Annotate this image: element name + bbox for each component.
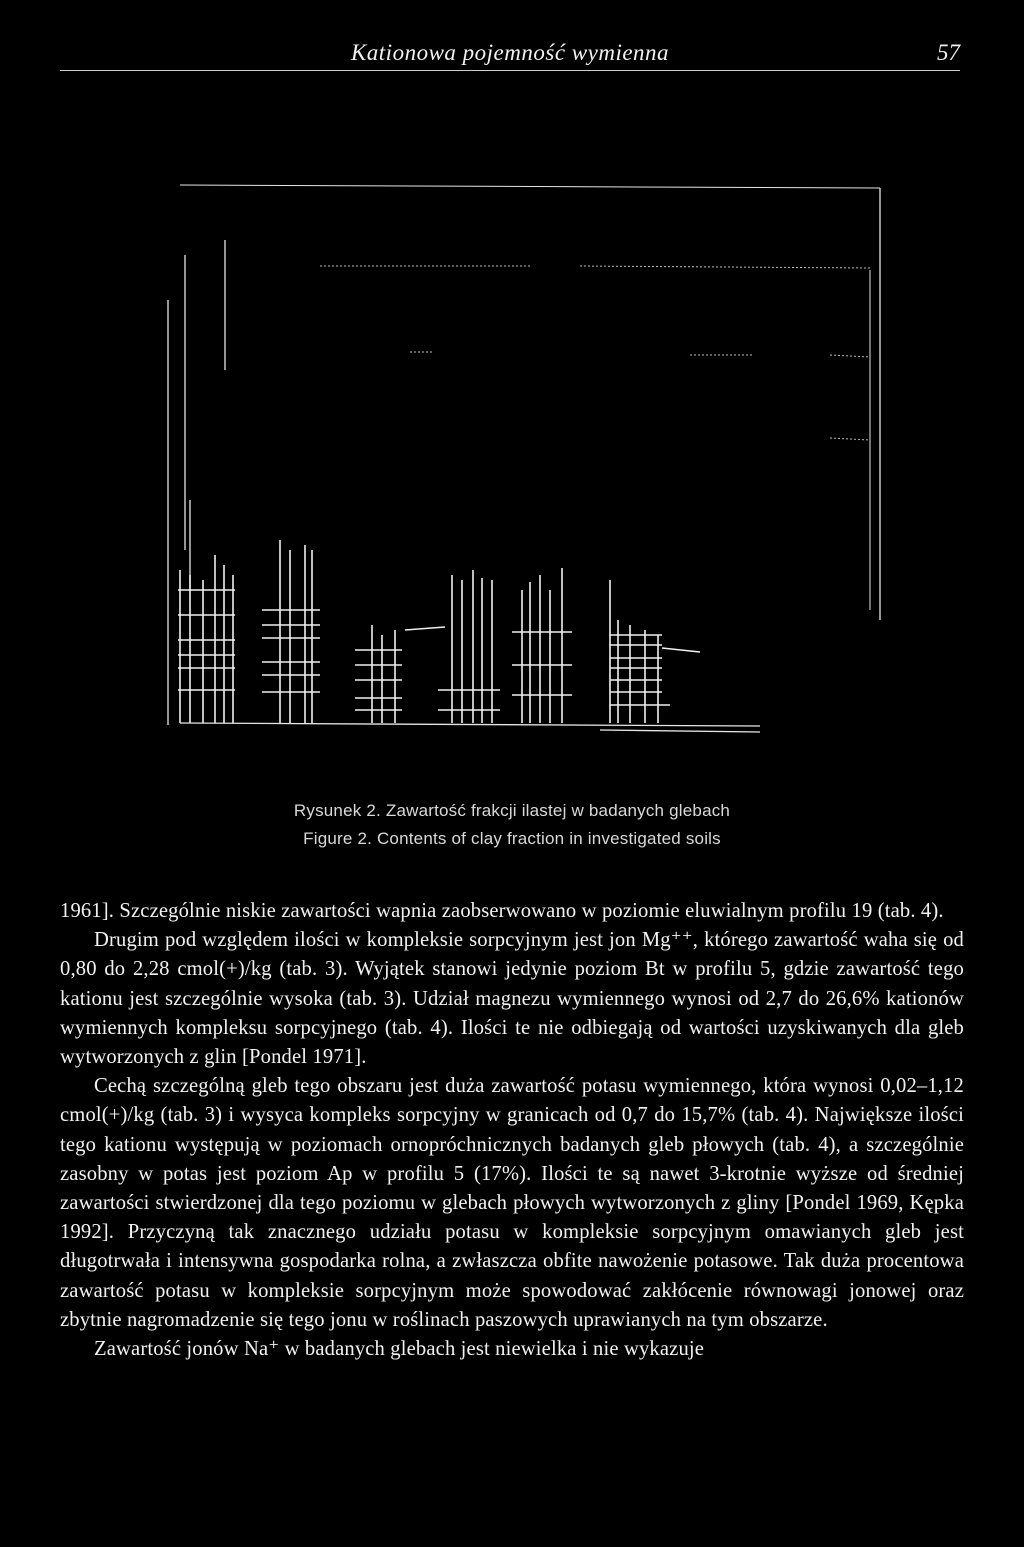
page-number: 57	[937, 40, 960, 65]
figure-caption-en: Figure 2. Contents of clay fraction in investigated soils	[303, 829, 721, 848]
running-header	[60, 40, 960, 70]
paragraph-3: Cechą szczególną gleb tego obszaru jest duża zawartość potasu wymiennego, która wynosi 0,02–1,12 cmol(+)/kg (tab. 3) i wysyca kompleks sorpcyjny w granicach od 0,7 do 15,7% (tab. 4). Największe ilości tego kationu występują w poziomach ornopróchnicznych badanych gleb płowych (tab. 4), a szczególnie zasobny w potas jest poziom Ap w profilu 5 (17%). Ilości te są nawet 3-krotnie wyższe od średniej zawartości stwierdzonej dla tego poziomu w glebach płowych wytworzonych z gliny [Pondel 1969, Kępka 1992]. Przyczyną tak znacznego udziału potasu w kompleksie sorpcyjnym omawianych gleb jest długotrwała i intensywna gospodarka rolna, a zwłaszcza obfite nawożenie potasowe. Tak duża procentowa zawartość potasu w kompleksie sorpcyjnym może spowodować zakłócenie równowagi jonowej oraz zbytnie nagromadzenie się tego jonu w roślinach paszowych uprawianych na tym obszarze.	[60, 1075, 964, 1331]
paragraph-1: 1961]. Szczególnie niskie zawartości wapnia zaobserwowano w poziomie eluwialnym profilu 19 (tab. 4).	[60, 900, 944, 922]
paragraph-2: Drugim pod względem ilości w kompleksie sorpcyjnym jest jon Mg⁺⁺, którego zawartość waha się od 0,80 do 2,28 cmol(+)/kg (tab. 3). Wyjątek stanowi jedynie poziom Bt w profilu 5, gdzie zawartość tego kationu jest szczególnie wysoka (tab. 3). Udział magnezu wymiennego wynosi od 2,7 do 26,6% kationów wymiennych kompleksu sorpcyjnego (tab. 4). Ilości te nie odbiegają od wartości uzyskiwanych dla gleb wytworzonych z glin [Pondel 1971].	[60, 929, 964, 1069]
header-rule	[60, 70, 960, 71]
body-text	[60, 897, 964, 1364]
clay-fraction-figure	[140, 170, 900, 750]
paragraph-4: Zawartość jonów Na⁺ w badanych glebach jest niewielka i nie wykazuje	[94, 1338, 705, 1361]
figure-caption-pl: Rysunek 2. Zawartość frakcji ilastej w badanych glebach	[293, 801, 731, 820]
figure-graphic	[140, 170, 900, 750]
running-title: Kationowa pojemność wymienna	[350, 40, 670, 65]
